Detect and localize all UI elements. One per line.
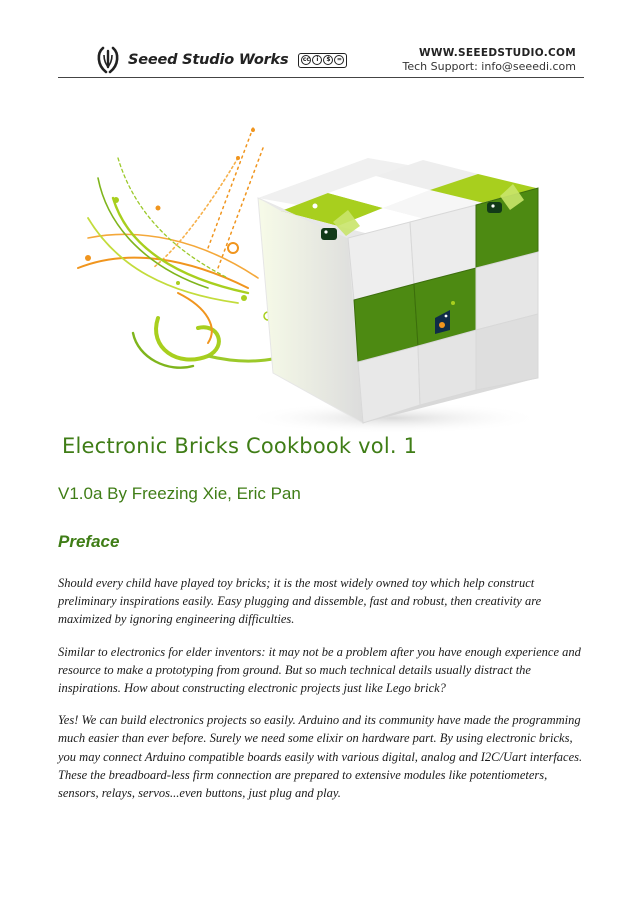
brick-cube [258,158,538,423]
preface-body [58,574,588,816]
seeed-logo-icon [94,45,122,75]
document-title: Electronic Bricks Cookbook vol. 1 [62,434,418,458]
section-heading: Preface [58,532,120,551]
seeed-logo [94,45,347,75]
support-email[interactable]: Tech Support: info@seeedi.com [402,60,576,73]
paragraph: Similar to electronics for elder inventors: it may not be a problem after you have enough experience and resource to make a prototyping from ground. But so much technical details usually distract the inspirations. How about constructing electronic projects just like Lego brick? [58,644,581,696]
version-line: V1.0a By Freezing Xie, Eric Pan [58,484,301,503]
creative-commons-icon: cc i $ = [298,53,347,68]
header-contact [402,47,576,73]
brand-name: Seeed Studio Works [128,52,289,68]
paragraph: Should every child have played toy bricks; it is the most widely owned toy which help construct preliminary inspirations easily. Easy plugging and dissemble, fast and robust, then creativity are maximized by ignoring engineering difficulties. [58,576,542,627]
website-url[interactable]: WWW.SEEEDSTUDIO.COM [418,47,576,59]
cover-illustration [58,118,558,436]
paragraph: Yes! We can build electronics projects so easily. Arduino and its community have made the programming much easier than ever before. Surely we need some elixir on hardware part. By using electronic bricks, you may connect Arduino compatible boards easily with various digital, analog and I2C/Uart interfaces. These the breadboard-less firm connection are prepared to extensive modules like potentiometers, sensors, relays, servos...even buttons, just plug and play. [58,713,583,801]
page-header [58,40,584,78]
